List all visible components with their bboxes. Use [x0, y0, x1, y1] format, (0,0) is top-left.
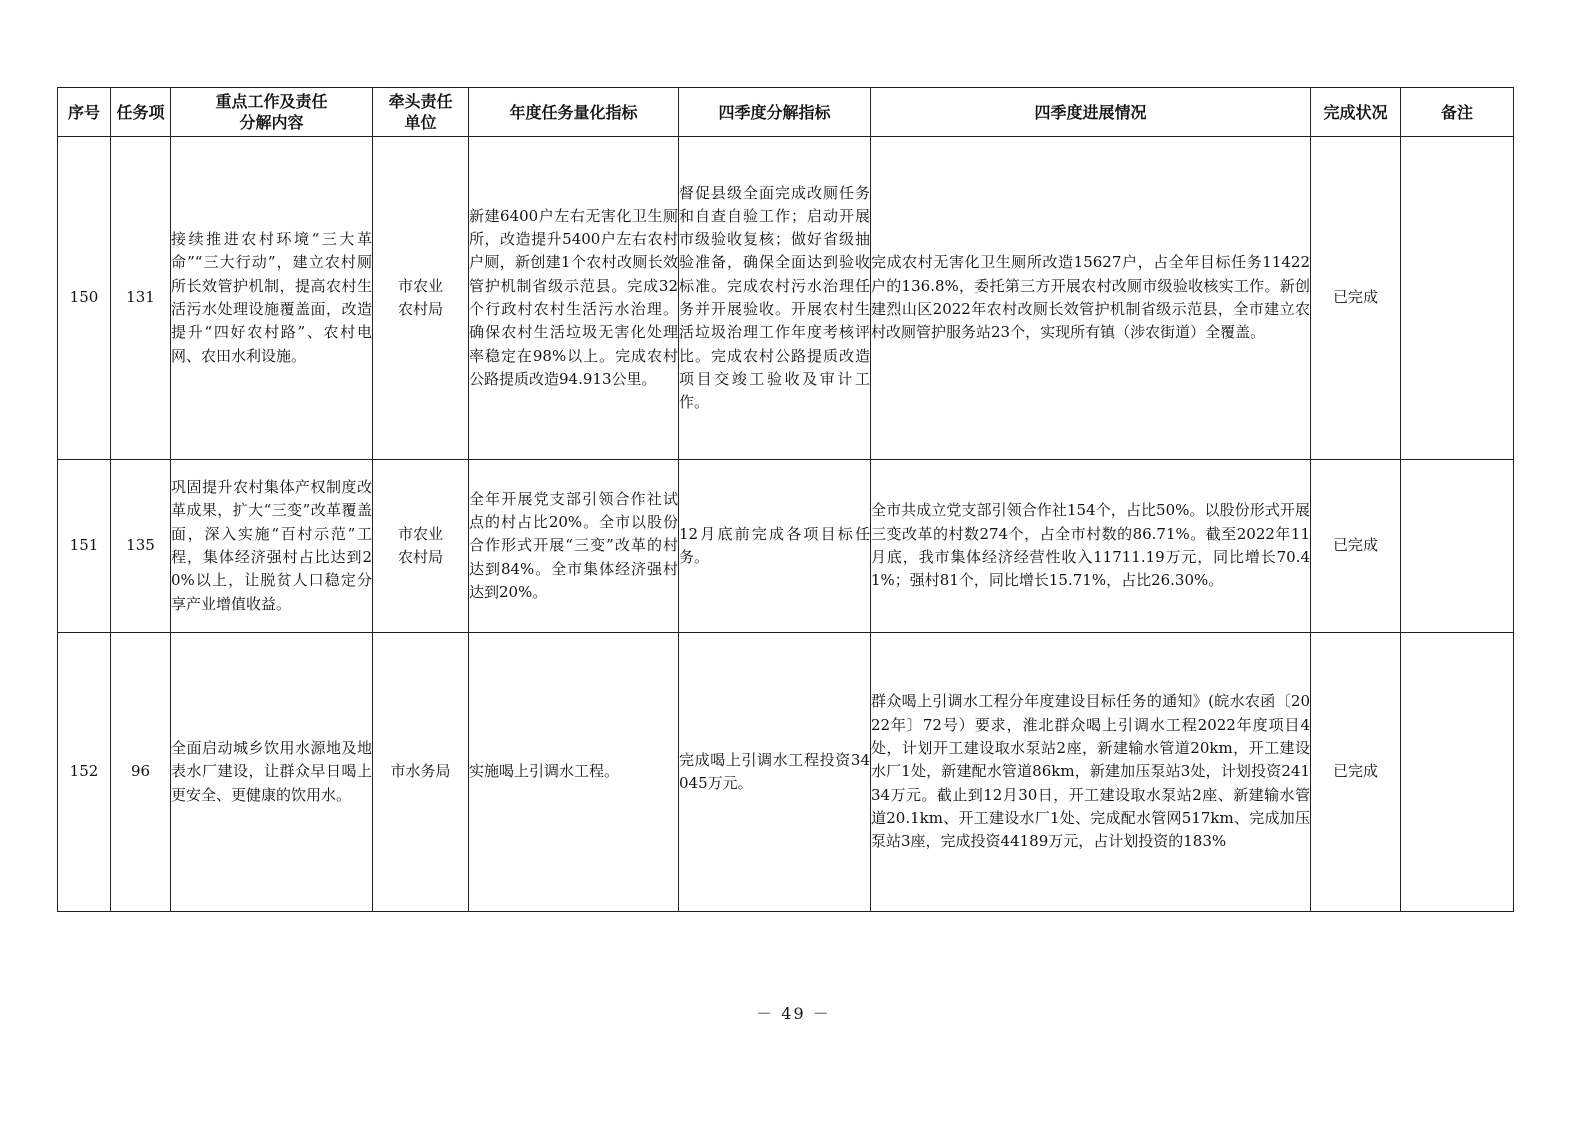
header-q4-progress: 四季度进展情况: [871, 88, 1311, 137]
cell-q4-progress: 全市共成立党支部引领合作社154个，占比50%。以股份形式开展三变改革的村数274个，占全市村数的86.71%。截至2022年11月底，我市集体经济经营性收入11711.19万元，同比增长70.41%；强村81个，同比增长15.71%，占比26.30%。: [871, 460, 1311, 633]
table-row: [58, 137, 1514, 460]
header-annual: 年度任务量化指标: [469, 88, 679, 137]
cell-unit: 市水务局: [373, 633, 469, 912]
cell-annual: 全年开展党支部引领合作社试点的村占比20%。全市以股份合作形式开展“三变”改革的村达到84%。全市集体经济强村达到20%。: [469, 460, 679, 633]
cell-content: 巩固提升农村集体产权制度改革成果，扩大“三变”改革覆盖面，深入实施“百村示范”工程，集体经济强村占比达到20%以上，让脱贫人口稳定分享产业增值收益。: [171, 460, 373, 633]
cell-task: 131: [111, 137, 171, 460]
cell-q4-progress: 完成农村无害化卫生厕所改造15627户，占全年目标任务11422户的136.8%，委托第三方开展农村改厕市级验收核实工作。新创建烈山区2022年农村改厕长效管护机制省级示范县，全市建立农村改厕管护服务站23个，实现所有镇（涉农街道）全覆盖。: [871, 137, 1311, 460]
page-number: － 49 －: [756, 1004, 831, 1023]
header-task: 任务项: [111, 88, 171, 137]
cell-seq: 150: [58, 137, 111, 460]
header-unit: 牵头责任 单位: [373, 88, 469, 137]
table-row: [58, 633, 1514, 912]
header-remark: 备注: [1401, 88, 1514, 137]
cell-seq: 152: [58, 633, 111, 912]
cell-q4-target: 督促县级全面完成改厕任务和自查自验工作；启动开展市级验收复核；做好省级抽验准备，确保全面达到验收标准。完成农村污水治理任务并开展验收。开展农村生活垃圾治理工作年度考核评比。完成农村公路提质改造项目交竣工验收及审计工作。: [679, 137, 871, 460]
cell-annual: 新建6400户左右无害化卫生厕所，改造提升5400户左右农村户厕，新创建1个农村改厕长效管护机制省级示范县。完成32个行政村农村生活污水治理。确保农村生活垃圾无害化处理率稳定在98%以上。完成农村公路提质改造94.913公里。: [469, 137, 679, 460]
table-header-row: [58, 88, 1514, 137]
cell-remark: [1401, 137, 1514, 460]
header-status: 完成状况: [1311, 88, 1401, 137]
cell-status: 已完成: [1311, 137, 1401, 460]
progress-table: [57, 87, 1514, 912]
cell-unit: 市农业 农村局: [373, 137, 469, 460]
cell-status: 已完成: [1311, 633, 1401, 912]
header-q4-target: 四季度分解指标: [679, 88, 871, 137]
cell-task: 96: [111, 633, 171, 912]
header-seq: 序号: [58, 88, 111, 137]
cell-status: 已完成: [1311, 460, 1401, 633]
cell-remark: [1401, 460, 1514, 633]
cell-content: 接续推进农村环境“三大革命”“三大行动”，建立农村厕所长效管护机制，提高农村生活污水处理设施覆盖面，改造提升“四好农村路”、农村电网、农田水利设施。: [171, 137, 373, 460]
cell-task: 135: [111, 460, 171, 633]
header-content: 重点工作及责任 分解内容: [171, 88, 373, 137]
cell-q4-progress: 群众喝上引调水工程分年度建设目标任务的通知》(皖水农函〔2022年〕72号）要求，淮北群众喝上引调水工程2022年度项目4处，计划开工建设取水泵站2座，新建输水管道20km，开工建设水厂1处，新建配水管道86km，新建加压泵站3处，计划投资24134万元。截止到12月30日，开工建设取水泵站2座、新建输水管道20.1km、开工建设水厂1处、完成配水管网517km、完成加压泵站3座，完成投资44189万元，占计划投资的183%: [871, 633, 1311, 912]
cell-content: 全面启动城乡饮用水源地及地表水厂建设，让群众早日喝上更安全、更健康的饮用水。: [171, 633, 373, 912]
cell-q4-target: 完成喝上引调水工程投资34045万元。: [679, 633, 871, 912]
table-row: [58, 460, 1514, 633]
cell-remark: [1401, 633, 1514, 912]
cell-seq: 151: [58, 460, 111, 633]
cell-unit: 市农业 农村局: [373, 460, 469, 633]
cell-annual: 实施喝上引调水工程。: [469, 633, 679, 912]
cell-q4-target: 12月底前完成各项目标任务。: [679, 460, 871, 633]
